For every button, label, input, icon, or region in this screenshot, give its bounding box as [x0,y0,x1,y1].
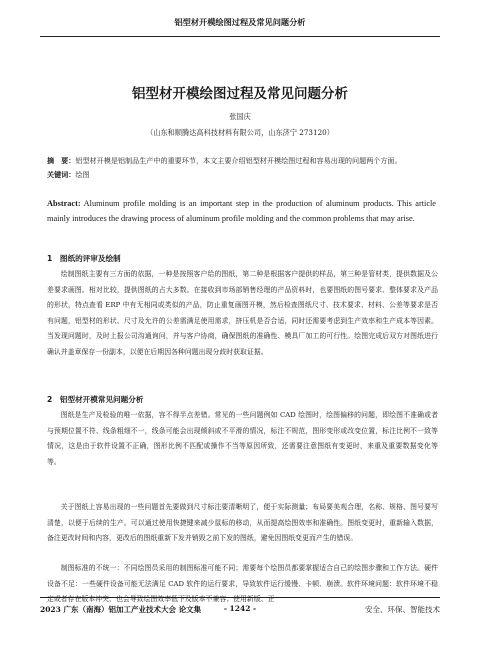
page-footer [40,597,440,620]
author: 张国庆 [229,112,251,121]
abstract-cn [47,154,436,167]
section-heading-2: 2 铝型材开模常见问题分析 [47,395,144,404]
abstract-cn-text: 铝型材开模是铝制品生产中的重要环节，本文主要介绍铝型材开模绘图过程和容易出现的问题两个方面。 [75,156,402,165]
section-2-paragraph-1: 图纸是生产及检验的唯一依据，容不得半点差错。常见的一些问题例如 CAD 绘图时，绘图偏移的问题，即绘图不准确或者与预期位置不符、线条粗细不一，线条可能会出现倾斜或不平滑的情况，标注不规范，图形变形或改变位置，标注比例不一致等情况，这是由于软件设置不正确，图形比例不匹配或操作不当等原因所致，还需要注意图纸有变更时，来重及重要数据变化等等。 [47,411,438,466]
abstract-cn-label: 摘 要： [47,156,76,165]
running-head: 铝型材开模绘图过程及常见问题分析 [40,10,440,37]
section-1-paragraph-1: 绘制图纸主要有三方面的依据，一种是按照客户给的图纸，第二种是根据客户提供的样品，第三种是管材类，提供数据及公差要求画图。相对比较，提供图纸的占大多数。在接收到市场部销售经理的产品资料时，也要图纸的图号要求、整体要求及产品的形状，特点查看 ERP 中有无相同或类似的产品，防止重复画图开模，然后检查图纸尺寸、技术要求、材料、公差等要求是否有问题，铝型材的形状、尺寸及允许的公差需满足使用需求，挤压机是否合适，同时还需要考虑到生产效率和生产成本等因素。当发现问题时，及时上报公司沟通询问，并与客户协商，确保图纸的准确性、模具厂加工的可行性。绘图完成后双方对图纸进行确认并盖章保存一份副本，以便在后期因各种问题出现分歧时获取证据。 [47,270,438,356]
page-number: - 1242 - [223,604,257,613]
footer-theme: 安全、环保、智能技术 [365,605,440,614]
keywords-cn [47,168,436,181]
section-heading-1: 1 图纸的评审及绘制 [47,254,121,263]
footer-proceedings: 2023 广东（南海）铝加工产业技术大会 论文集 [40,605,202,614]
paper-title: 铝型材开模绘图过程及常见问题分析 [132,86,348,102]
keywords-cn-text: 绘图 [75,170,90,179]
keywords-cn-label: 关键词： [47,170,76,179]
abstract-en [47,197,436,226]
section-2-paragraph-2: 关于图纸上容易出现的一些问题首先要做到尺寸标注要清晰明了，便于实际测量；布局要美观合理，名称、规格、图号要写清楚，以便于后续的生产。可以通过使用快捷键来减少鼠标的移动，从而提高绘图效率和准确性。图纸变更时，重新输入数据，备注更改时间和内容，更改后的图纸重新下发并销毁之前下发的图纸，避免因图纸变更而产生的错误。 [47,503,438,542]
section-2-paragraph-3: 制图标准的不统一：不同绘图员采用的制图标准可能不同；需要每个绘图员都要掌握适合自己的绘图步骤和工作方法。硬件设备不足：一些硬件设备可能无法满足 CAD 软件的运行要求，导致软件运行缓慢、卡顿、崩溃。软件环境问题：软件环境不稳定或者存在版本冲突，也会导致绘图效率低下及版本不兼容；使用新版、正 [47,564,438,603]
abstract-en-label: Abstract: [47,199,81,208]
affiliation: （山东和顺腾达高科技材料有限公司，山东济宁 273120） [146,128,334,137]
abstract-en-text: Aluminum profile molding is an important step in the production of aluminum products. This article mainly introduces the drawing process of aluminum profile molding and the common problems that may arise. [47,199,436,223]
